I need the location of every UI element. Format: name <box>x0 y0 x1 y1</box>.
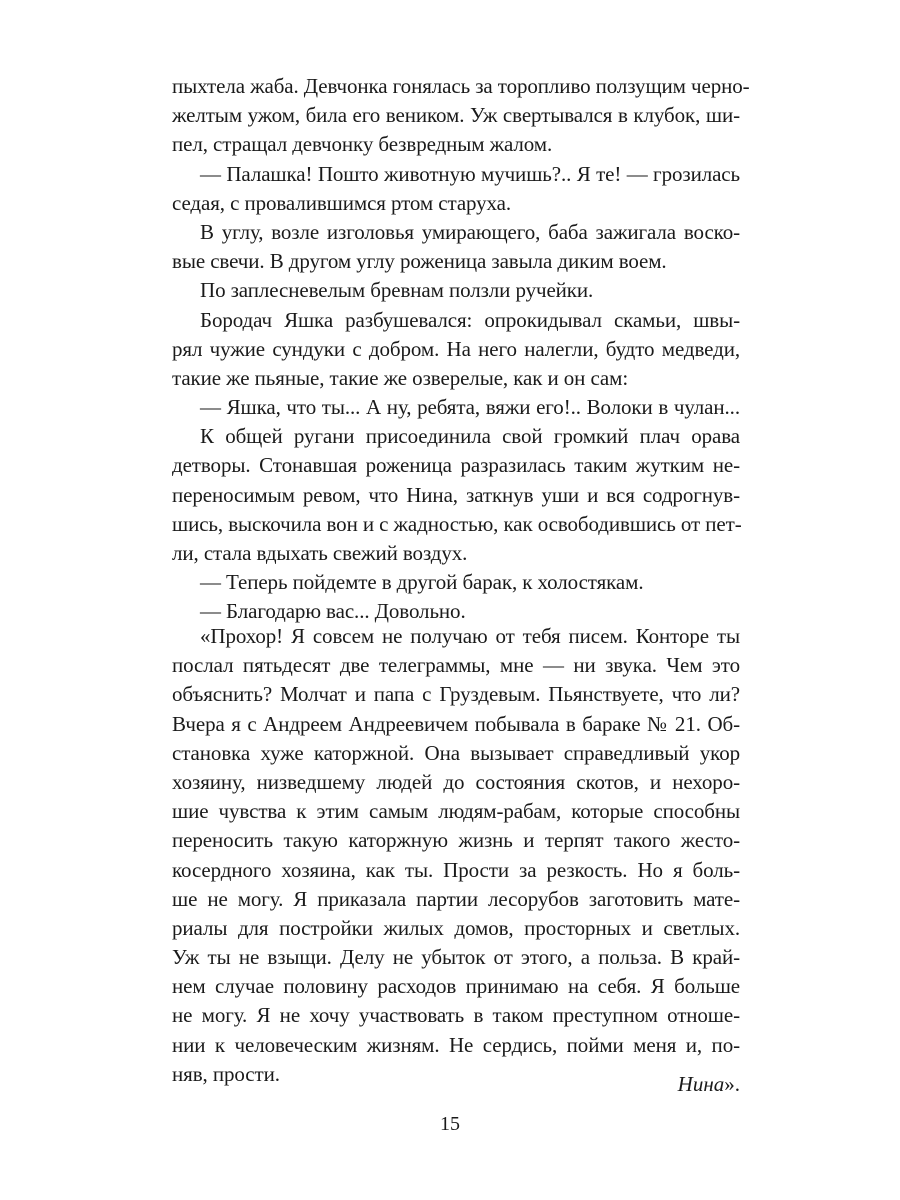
text-line: По заплесневелым бревнам ползли ручейки. <box>200 278 594 303</box>
text-line: детворы. Стонавшая роженица разразилась таким жутким не- <box>172 453 740 478</box>
text-line: переносимым ревом, что Нина, заткнув уши и вся содрогнув- <box>172 482 740 507</box>
text-line: В углу, возле изголовья умирающего, баба зажигала воско- <box>200 219 740 244</box>
text-line: няв, прости. <box>172 1061 280 1086</box>
text-line: нем случае половину расходов принимаю на себя. Я больше <box>172 974 740 999</box>
text-line: послал пятьдесят две телеграммы, мне — ни звука. Чем это <box>172 653 740 678</box>
text-block-1 <box>172 72 750 627</box>
text-line: рял чужие сундуки с добром. На него налегли, будто медведи, <box>172 336 740 361</box>
text-line: — Яшка, что ты... А ну, ребята, вяжи его!.. Волоки в чулан... <box>200 395 740 420</box>
signature-name: Нина <box>677 1072 725 1096</box>
text-line: риалы для постройки жилых домов, просторных и светлых. <box>172 915 740 940</box>
text-line: такие же пьяные, такие же озверелые, как и он сам: <box>172 365 629 390</box>
text-line: — Теперь пойдемте в другой барак, к холостякам. <box>200 570 644 595</box>
text-line: вые свечи. В другом углу роженица завыла диким воем. <box>172 249 667 274</box>
text-line: «Прохор! Я совсем не получаю от тебя писем. Конторе ты <box>200 624 740 648</box>
text-line: пел, стращал девчонку безвредным жалом. <box>172 132 553 157</box>
text-line: ли, стала вдыхать свежий воздух. <box>172 541 468 565</box>
text-line: шись, выскочила вон и с жадностью, как освободившись от пет- <box>172 511 742 536</box>
text-line: шие чувства к этим самым людям-рабам, которые способны <box>172 799 740 824</box>
signature-closing: ». <box>724 1072 740 1096</box>
text-line: — Палашка! Пошто животную мучишь?.. Я те! — грозилась <box>200 161 740 186</box>
text-line: желтым ужом, била его веником. Уж свертывался в клубок, ши- <box>172 103 740 128</box>
text-line: переносить такую каторжную жизнь и терпят такого жесто- <box>172 828 740 853</box>
text-line: Вчера я с Андреем Андреевичем побывала в бараке № 21. Об- <box>172 711 740 736</box>
text-line: пыхтела жаба. Девчонка гонялась за торопливо ползущим черно- <box>172 74 750 98</box>
text-line: Уж ты не взыщи. Делу не убыток от этого, а польза. В край- <box>172 945 740 970</box>
text-line: ше не могу. Я приказала партии лесорубов заготовить мате- <box>172 886 740 911</box>
text-line: становка хуже каторжной. Она вызывает справедливый укор <box>172 740 740 765</box>
text-line: не могу. Я не хочу участвовать в таком преступном отноше- <box>172 1003 740 1028</box>
text-line: К общей ругани присоединила свой громкий плач орава <box>200 424 740 449</box>
text-line: объяснить? Молчат и папа с Груздевым. Пьянствуете, что ли? <box>172 682 740 707</box>
text-line: седая, с провалившимся ртом старуха. <box>172 190 512 215</box>
page-number: 15 <box>440 1113 460 1135</box>
text-line: — Благодарю вас... Довольно. <box>200 599 466 624</box>
text-line: нии к человеческим жизням. Не сердись, пойми меня и, по- <box>172 1032 740 1057</box>
text-line: хозяину, низведшему людей до состояния скотов, и нехоро- <box>172 769 740 794</box>
letter-signature <box>678 1070 740 1099</box>
text-line: косердного хозяина, как ты. Прости за резкость. Но я боль- <box>172 857 740 882</box>
text-line: Бородач Яшка разбушевался: опрокидывал скамьи, швы- <box>200 307 740 332</box>
text-block-letter <box>172 622 740 1089</box>
